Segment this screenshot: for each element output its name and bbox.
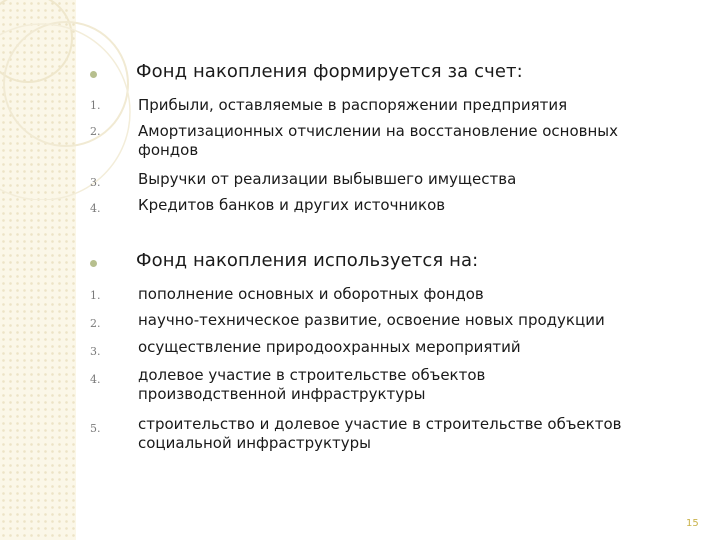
list-number: 2. xyxy=(90,125,101,138)
bullet-icon xyxy=(90,260,97,267)
list-number: 3. xyxy=(90,176,101,189)
list-number: 5. xyxy=(90,422,101,435)
list-number: 4. xyxy=(90,373,101,386)
section-heading-sources: Фонд накопления формируется за счет: xyxy=(136,61,523,82)
section-heading-uses: Фонд накопления используется на: xyxy=(136,250,479,271)
slide-number: 15 xyxy=(686,518,699,529)
list-number: 1. xyxy=(90,289,101,302)
list-item: осуществление природоохранных мероприятий xyxy=(138,338,521,356)
list-number: 4. xyxy=(90,202,101,215)
list-number: 1. xyxy=(90,99,101,112)
list-item: строительство и долевое участие в строительстве объектов социальной инфраструктуры xyxy=(138,415,622,452)
list-item: пополнение основных и оборотных фондов xyxy=(138,285,484,303)
list-item: долевое участие в строительстве объектов производственной инфраструктуры xyxy=(138,366,486,403)
bullet-icon xyxy=(90,71,97,78)
list-item: Прибыли, оставляемые в распоряжении предприятия xyxy=(138,96,568,114)
list-item: Выручки от реализации выбывшего имущества xyxy=(138,170,517,188)
list-number: 2. xyxy=(90,317,101,330)
list-number: 3. xyxy=(90,345,101,358)
list-item: научно-техническое развитие, освоение новых продукции xyxy=(138,311,605,329)
list-item: Кредитов банков и других источников xyxy=(138,196,446,214)
list-item: Амортизационных отчислении на восстановление основных фондов xyxy=(138,122,619,159)
